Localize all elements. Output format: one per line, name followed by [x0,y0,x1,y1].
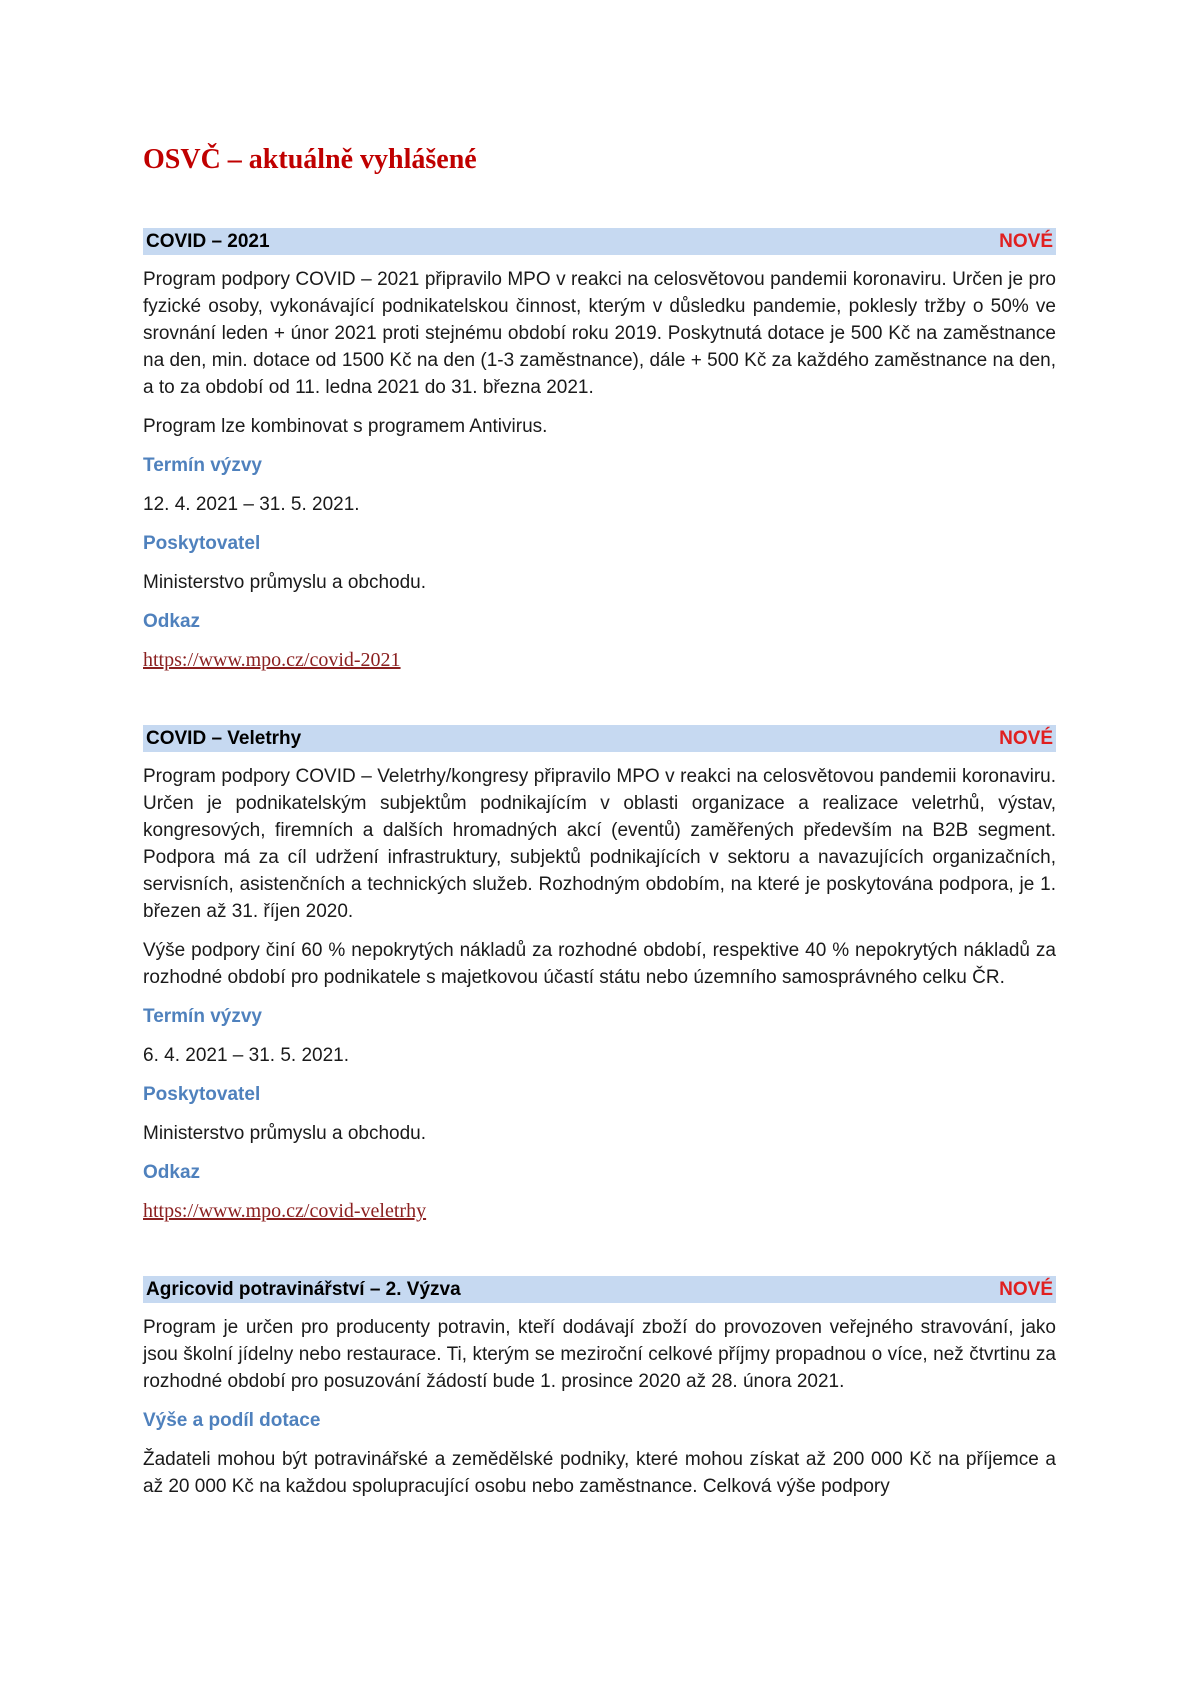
term-value: 6. 4. 2021 – 31. 5. 2021. [143,1045,350,1066]
page-title: OSVČ – aktuálně vyhlášené [143,144,477,175]
section-heading: COVID – 2021 [146,230,270,252]
new-badge: NOVÉ [999,727,1053,749]
amount-paragraph: Žadateli mohou být potravinářské a zemědělské podniky, které mohou získat až 200 000 Kč na příjemce a až 20 000 Kč na každou spolupracující osobu nebo zaměstnance. Celková výše podpory [143,1449,1056,1497]
section-paragraph: Program lze kombinovat s programem Antivirus. [143,416,548,437]
section-heading: Agricovid potravinářství – 2. Výzva [146,1278,461,1300]
section-covid-veletrhy [143,725,1056,1226]
term-value: 12. 4. 2021 – 31. 5. 2021. [143,494,360,515]
link-label: Odkaz [143,611,201,632]
section-paragraph: Program je určen pro producenty potravin, kteří dodávají zboží do provozoven veřejného stravování, jako jsou školní jídelny nebo restaurace. Ti, kterým se meziroční celkové příjmy propadnou o více, než čtvrtinu za rozhodné období pro posuzování žádostí bude 1. prosince 2020 až 28. února 2021. [143,1317,1056,1392]
section-paragraph: Program podpory COVID – Veletrhy/kongresy připravilo MPO v reakci na celosvětovou pandemii koronaviru. Určen je podnikatelským subjektům podnikajícím v oblasti organizace a realizace veletrhů, výstav, kongresových, firemních a dalších hromadných akcí (eventů) zaměřených především na B2B segment. Podpora má za cíl udržení infrastruktury, subjektů podnikajících v sektoru a navazujících organizačních, servisních, asistenčních a technických služeb. Rozhodným obdobím, na které je poskytována podpora, je 1. březen až 31. říjen 2020. [143,766,1056,922]
section-heading: COVID – Veletrhy [146,727,302,749]
section-agricovid [143,1276,1056,1500]
new-badge: NOVÉ [999,230,1053,252]
section-header [143,228,1056,255]
provider-label: Poskytovatel [143,533,261,554]
amount-label: Výše a podíl dotace [143,1410,321,1431]
section-header [143,1276,1056,1303]
provider-value: Ministerstvo průmyslu a obchodu. [143,1123,427,1144]
section-header [143,725,1056,752]
provider-label: Poskytovatel [143,1084,261,1105]
new-badge: NOVÉ [999,1278,1053,1300]
provider-value: Ministerstvo průmyslu a obchodu. [143,572,427,593]
link-label: Odkaz [143,1162,201,1183]
section-paragraph: Výše podpory činí 60 % nepokrytých nákladů za rozhodné období, respektive 40 % nepokrytých nákladů za rozhodné období pro podnikatele s majetkovou účastí státu nebo územního samosprávného celku ČR. [143,940,1056,988]
term-label: Termín výzvy [143,455,262,476]
program-link[interactable]: https://www.mpo.cz/covid-veletrhy [143,1200,427,1222]
document-page [143,140,1056,1550]
section-covid-2021 [143,228,1056,675]
program-link[interactable]: https://www.mpo.cz/covid-2021 [143,649,401,671]
section-paragraph: Program podpory COVID – 2021 připravilo MPO v reakci na celosvětovou pandemii koronaviru. Určen je pro fyzické osoby, vykonávající podnikatelskou činnost, kterým v důsledku pandemie, poklesly tržby o 50% ve srovnání leden + únor 2021 proti stejnému období roku 2019. Poskytnutá dotace je 500 Kč na zaměstnance na den, min. dotace od 1500 Kč na den (1-3 zaměstnance), dále + 500 Kč za každého zaměstnance na den, a to za období od 11. ledna 2021 do 31. března 2021. [143,269,1056,398]
term-label: Termín výzvy [143,1006,262,1027]
